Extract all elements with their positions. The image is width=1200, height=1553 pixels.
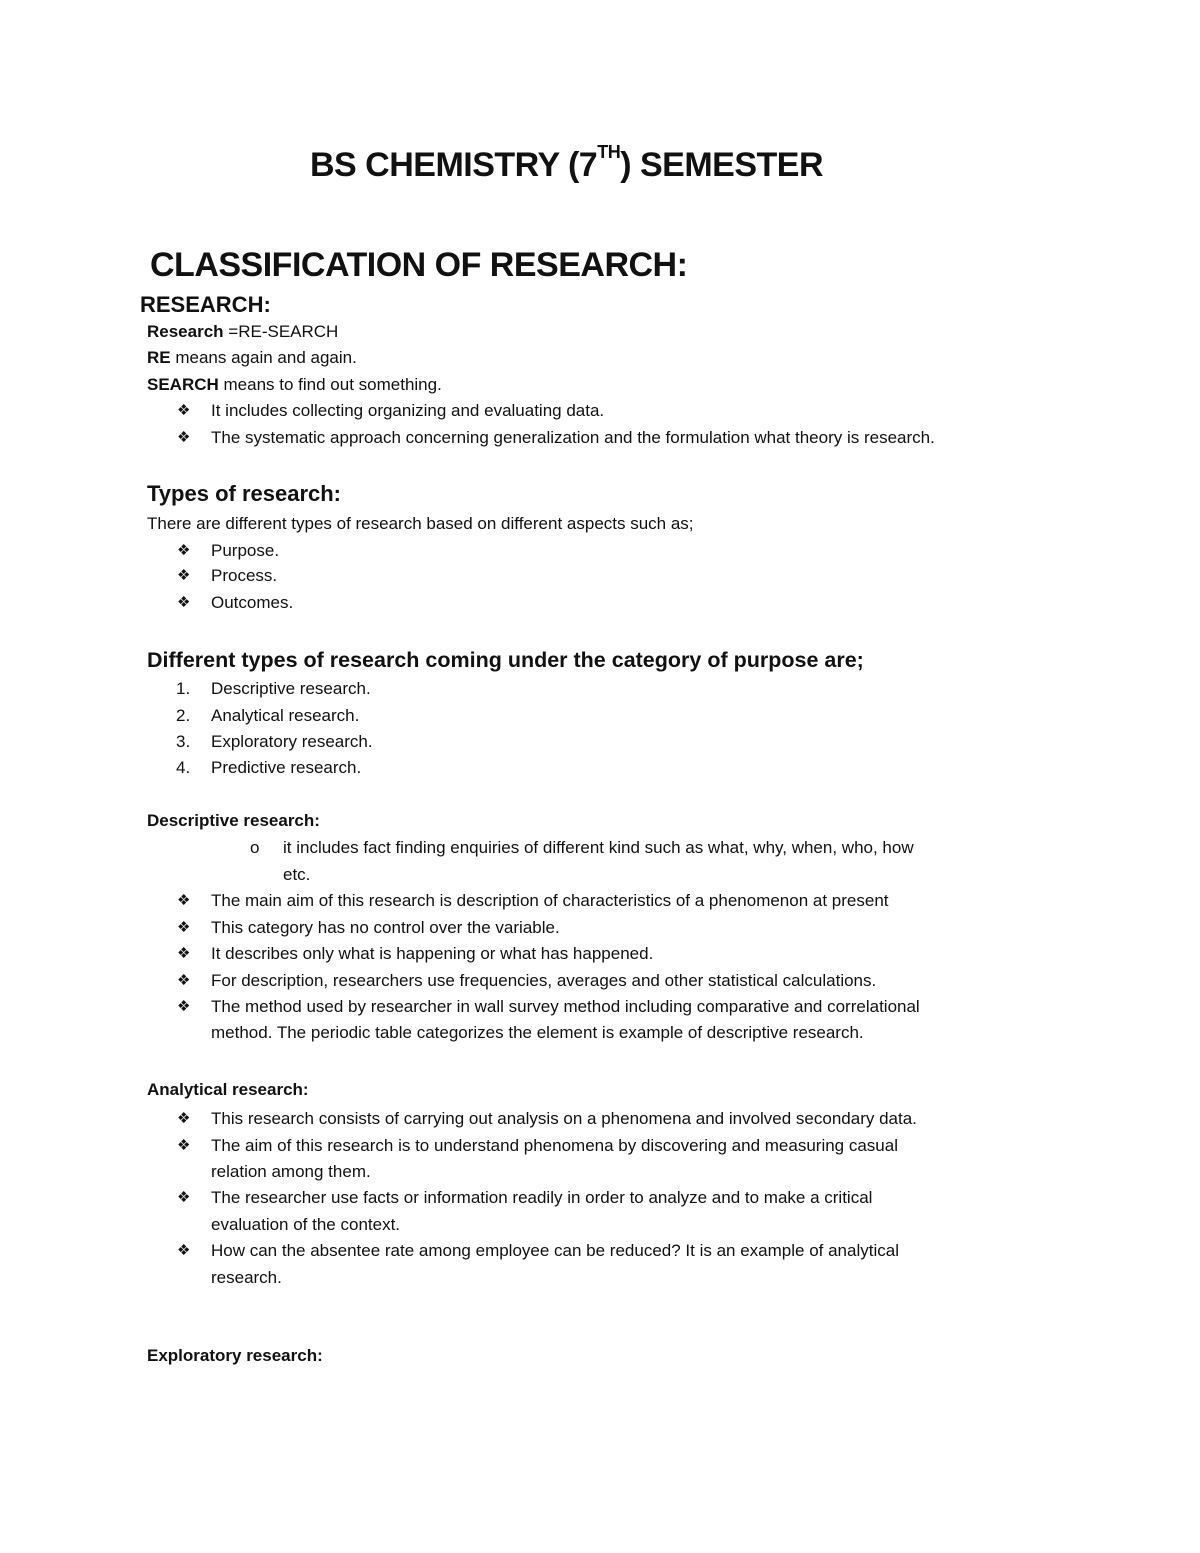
diamond-bullet-icon: ❖ — [177, 998, 191, 1015]
search-definition: SEARCH means to find out something. — [147, 375, 442, 394]
research-heading: RESEARCH: — [140, 292, 271, 317]
diamond-bullet-icon: ❖ — [177, 567, 191, 584]
list-number: 4. — [176, 758, 191, 777]
diamond-bullet-icon: ❖ — [177, 429, 191, 446]
list-item-continuation: relation among them. — [211, 1162, 371, 1181]
types-heading: Types of research: — [147, 481, 342, 506]
purpose-heading: Different types of research coming under the category of purpose are; — [147, 648, 864, 672]
list-item: Predictive research. — [211, 758, 362, 777]
list-item: The aim of this research is to understand phenomena by discovering and measuring casual — [211, 1136, 898, 1155]
list-item: Outcomes. — [211, 593, 294, 612]
circle-bullet-icon: o — [250, 838, 260, 857]
diamond-bullet-icon: ❖ — [177, 919, 191, 936]
diamond-bullet-icon: ❖ — [177, 892, 191, 909]
list-item: This research consists of carrying out analysis on a phenomena and involved secondary data. — [211, 1109, 917, 1128]
list-item: it includes fact finding enquiries of different kind such as what, why, when, who, how — [283, 838, 914, 857]
list-item: Process. — [211, 566, 278, 585]
descriptive-heading: Descriptive research: — [147, 811, 320, 830]
diamond-bullet-icon: ❖ — [177, 945, 191, 962]
diamond-bullet-icon: ❖ — [177, 594, 191, 611]
list-item: It describes only what is happening or what has happened. — [211, 944, 654, 963]
list-item-continuation: etc. — [283, 865, 311, 884]
list-item: Analytical research. — [211, 706, 360, 725]
list-item-continuation: evaluation of the context. — [211, 1215, 401, 1234]
research-definition: Research =RE-SEARCH — [147, 322, 339, 341]
list-item: For description, researchers use frequencies, averages and other statistical calculations. — [211, 971, 877, 990]
types-intro: There are different types of research based on different aspects such as; — [147, 514, 694, 533]
diamond-bullet-icon: ❖ — [177, 1110, 191, 1127]
re-definition: RE means again and again. — [147, 348, 357, 367]
analytical-heading: Analytical research: — [147, 1080, 309, 1099]
list-item: The main aim of this research is description of characteristics of a phenomenon at present — [211, 891, 889, 910]
diamond-bullet-icon: ❖ — [177, 542, 191, 559]
section-heading: CLASSIFICATION OF RESEARCH: — [150, 246, 688, 284]
exploratory-heading: Exploratory research: — [147, 1346, 323, 1365]
list-number: 3. — [176, 732, 191, 751]
diamond-bullet-icon: ❖ — [177, 1137, 191, 1154]
list-number: 1. — [176, 679, 191, 698]
diamond-bullet-icon: ❖ — [177, 1242, 191, 1259]
diamond-bullet-icon: ❖ — [177, 402, 191, 419]
list-item-continuation: method. The periodic table categorizes the element is example of descriptive research. — [211, 1023, 864, 1042]
diamond-bullet-icon: ❖ — [177, 1189, 191, 1206]
list-item: Exploratory research. — [211, 732, 373, 751]
diamond-bullet-icon: ❖ — [177, 972, 191, 989]
list-item: The systematic approach concerning generalization and the formulation what theory is research. — [211, 428, 935, 447]
list-item: Purpose. — [211, 541, 280, 560]
list-number: 2. — [176, 706, 191, 725]
list-item: Descriptive research. — [211, 679, 371, 698]
list-item-continuation: research. — [211, 1268, 282, 1287]
list-item: The researcher use facts or information readily in order to analyze and to make a critical — [211, 1188, 873, 1207]
list-item: The method used by researcher in wall survey method including comparative and correlational — [211, 997, 920, 1016]
list-item: It includes collecting organizing and evaluating data. — [211, 401, 605, 420]
list-item: This category has no control over the variable. — [211, 918, 560, 937]
list-item: How can the absentee rate among employee can be reduced? It is an example of analytical — [211, 1241, 899, 1260]
document-title: BS CHEMISTRY (7TH) SEMESTER — [310, 142, 824, 184]
